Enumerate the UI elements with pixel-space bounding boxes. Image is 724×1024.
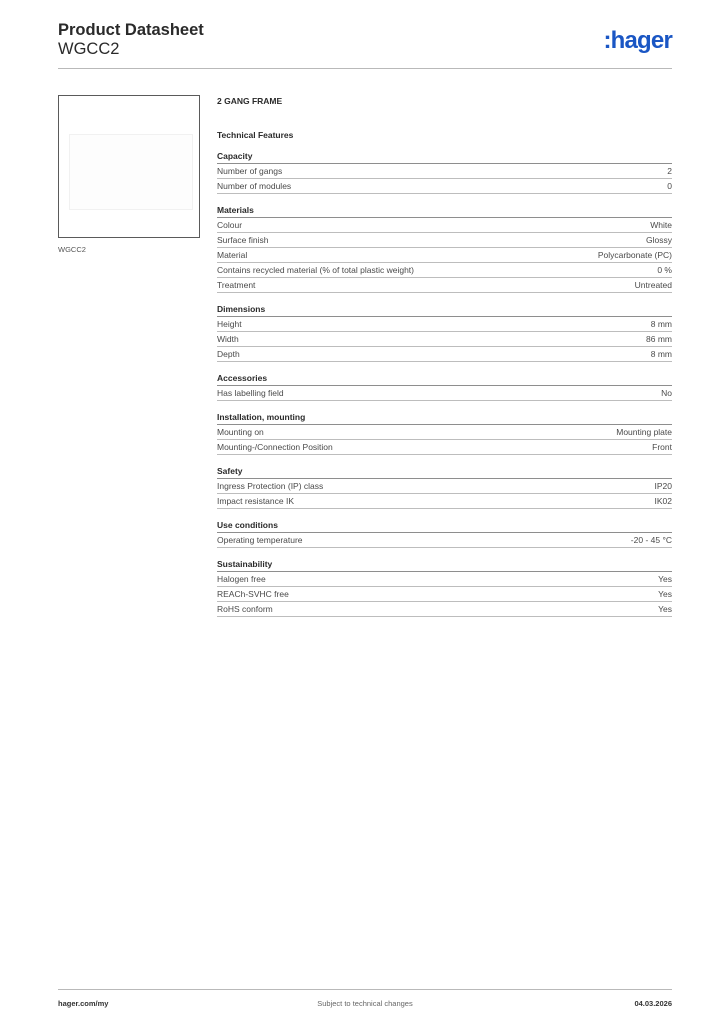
hager-logo bbox=[603, 27, 672, 55]
spec-section-title: Accessories bbox=[217, 371, 672, 386]
spec-row bbox=[217, 233, 672, 248]
spec-value: Yes bbox=[658, 589, 672, 599]
spec-row bbox=[217, 587, 672, 602]
spec-row bbox=[217, 263, 672, 278]
spec-value: Polycarbonate (PC) bbox=[597, 250, 672, 260]
spec-value: Untreated bbox=[634, 280, 672, 290]
spec-value: Yes bbox=[658, 574, 672, 584]
spec-value: White bbox=[650, 220, 672, 230]
spec-row bbox=[217, 164, 672, 179]
spec-label: Mounting-/Connection Position bbox=[217, 442, 333, 452]
spec-label: Treatment bbox=[217, 280, 256, 290]
product-image-caption: WGCC2 bbox=[58, 245, 86, 254]
spec-label: Number of gangs bbox=[217, 166, 283, 176]
spec-value: Glossy bbox=[646, 235, 672, 245]
footer-website: hager.com/my bbox=[58, 999, 109, 1008]
spec-value: Front bbox=[652, 442, 672, 452]
spec-row bbox=[217, 479, 672, 494]
spec-label: Height bbox=[217, 319, 242, 329]
spec-value: -20 - 45 °C bbox=[630, 535, 672, 545]
spec-label: Has labelling field bbox=[217, 388, 284, 398]
product-image bbox=[58, 95, 200, 238]
technical-specifications bbox=[217, 95, 672, 626]
spec-section-title: Sustainability bbox=[217, 557, 672, 572]
spec-section bbox=[217, 302, 672, 362]
spec-label: Operating temperature bbox=[217, 535, 303, 545]
spec-label: Surface finish bbox=[217, 235, 269, 245]
spec-section-title: Safety bbox=[217, 464, 672, 479]
footer-divider bbox=[58, 989, 672, 990]
spec-row bbox=[217, 179, 672, 194]
logo-dots: : bbox=[603, 27, 611, 54]
footer-date: 04.03.2026 bbox=[634, 999, 672, 1008]
spec-section-title: Dimensions bbox=[217, 302, 672, 317]
spec-section bbox=[217, 203, 672, 293]
spec-label: Width bbox=[217, 334, 239, 344]
spec-section bbox=[217, 464, 672, 509]
spec-value: Mounting plate bbox=[616, 427, 672, 437]
product-name: 2 GANG FRAME bbox=[217, 96, 283, 106]
spec-label: Mounting on bbox=[217, 427, 264, 437]
spec-value: 8 mm bbox=[650, 349, 672, 359]
document-title: Product Datasheet bbox=[58, 21, 204, 39]
spec-value: Yes bbox=[658, 604, 672, 614]
header-divider bbox=[58, 68, 672, 69]
spec-value: 0 % bbox=[657, 265, 672, 275]
spec-label: Depth bbox=[217, 349, 240, 359]
spec-value: 2 bbox=[667, 166, 672, 176]
spec-label: Ingress Protection (IP) class bbox=[217, 481, 324, 491]
spec-row bbox=[217, 317, 672, 332]
spec-label: REACh-SVHC free bbox=[217, 589, 289, 599]
spec-label: Halogen free bbox=[217, 574, 266, 584]
spec-row bbox=[217, 440, 672, 455]
spec-row bbox=[217, 425, 672, 440]
spec-section-title: Use conditions bbox=[217, 518, 672, 533]
spec-label: Colour bbox=[217, 220, 243, 230]
product-code: WGCC2 bbox=[58, 40, 120, 58]
spec-label: RoHS conform bbox=[217, 604, 273, 614]
spec-value: IK02 bbox=[654, 496, 672, 506]
spec-row bbox=[217, 602, 672, 617]
spec-value: IP20 bbox=[654, 481, 672, 491]
product-image-placeholder bbox=[69, 134, 193, 210]
spec-sections bbox=[217, 149, 672, 617]
spec-section bbox=[217, 371, 672, 401]
spec-value: 86 mm bbox=[646, 334, 672, 344]
spec-value: 8 mm bbox=[650, 319, 672, 329]
spec-label: Material bbox=[217, 250, 248, 260]
spec-section-title: Materials bbox=[217, 203, 672, 218]
spec-row bbox=[217, 347, 672, 362]
spec-section-title: Capacity bbox=[217, 149, 672, 164]
spec-section-title: Installation, mounting bbox=[217, 410, 672, 425]
spec-section bbox=[217, 410, 672, 455]
spec-label: Impact resistance IK bbox=[217, 496, 295, 506]
logo-text: hager bbox=[610, 27, 672, 54]
technical-features-heading: Technical Features bbox=[217, 130, 294, 140]
spec-row bbox=[217, 218, 672, 233]
spec-row bbox=[217, 533, 672, 548]
spec-row bbox=[217, 386, 672, 401]
spec-row bbox=[217, 494, 672, 509]
spec-row bbox=[217, 278, 672, 293]
spec-value: No bbox=[661, 388, 672, 398]
spec-row bbox=[217, 248, 672, 263]
spec-label: Number of modules bbox=[217, 181, 292, 191]
footer-note: Subject to technical changes bbox=[317, 999, 413, 1008]
spec-value: 0 bbox=[667, 181, 672, 191]
spec-section bbox=[217, 518, 672, 548]
spec-row bbox=[217, 572, 672, 587]
page-header bbox=[58, 21, 672, 68]
spec-section bbox=[217, 149, 672, 194]
spec-label: Contains recycled material (% of total plastic weight) bbox=[217, 265, 414, 275]
spec-row bbox=[217, 332, 672, 347]
page-footer bbox=[58, 998, 672, 1010]
spec-section bbox=[217, 557, 672, 617]
